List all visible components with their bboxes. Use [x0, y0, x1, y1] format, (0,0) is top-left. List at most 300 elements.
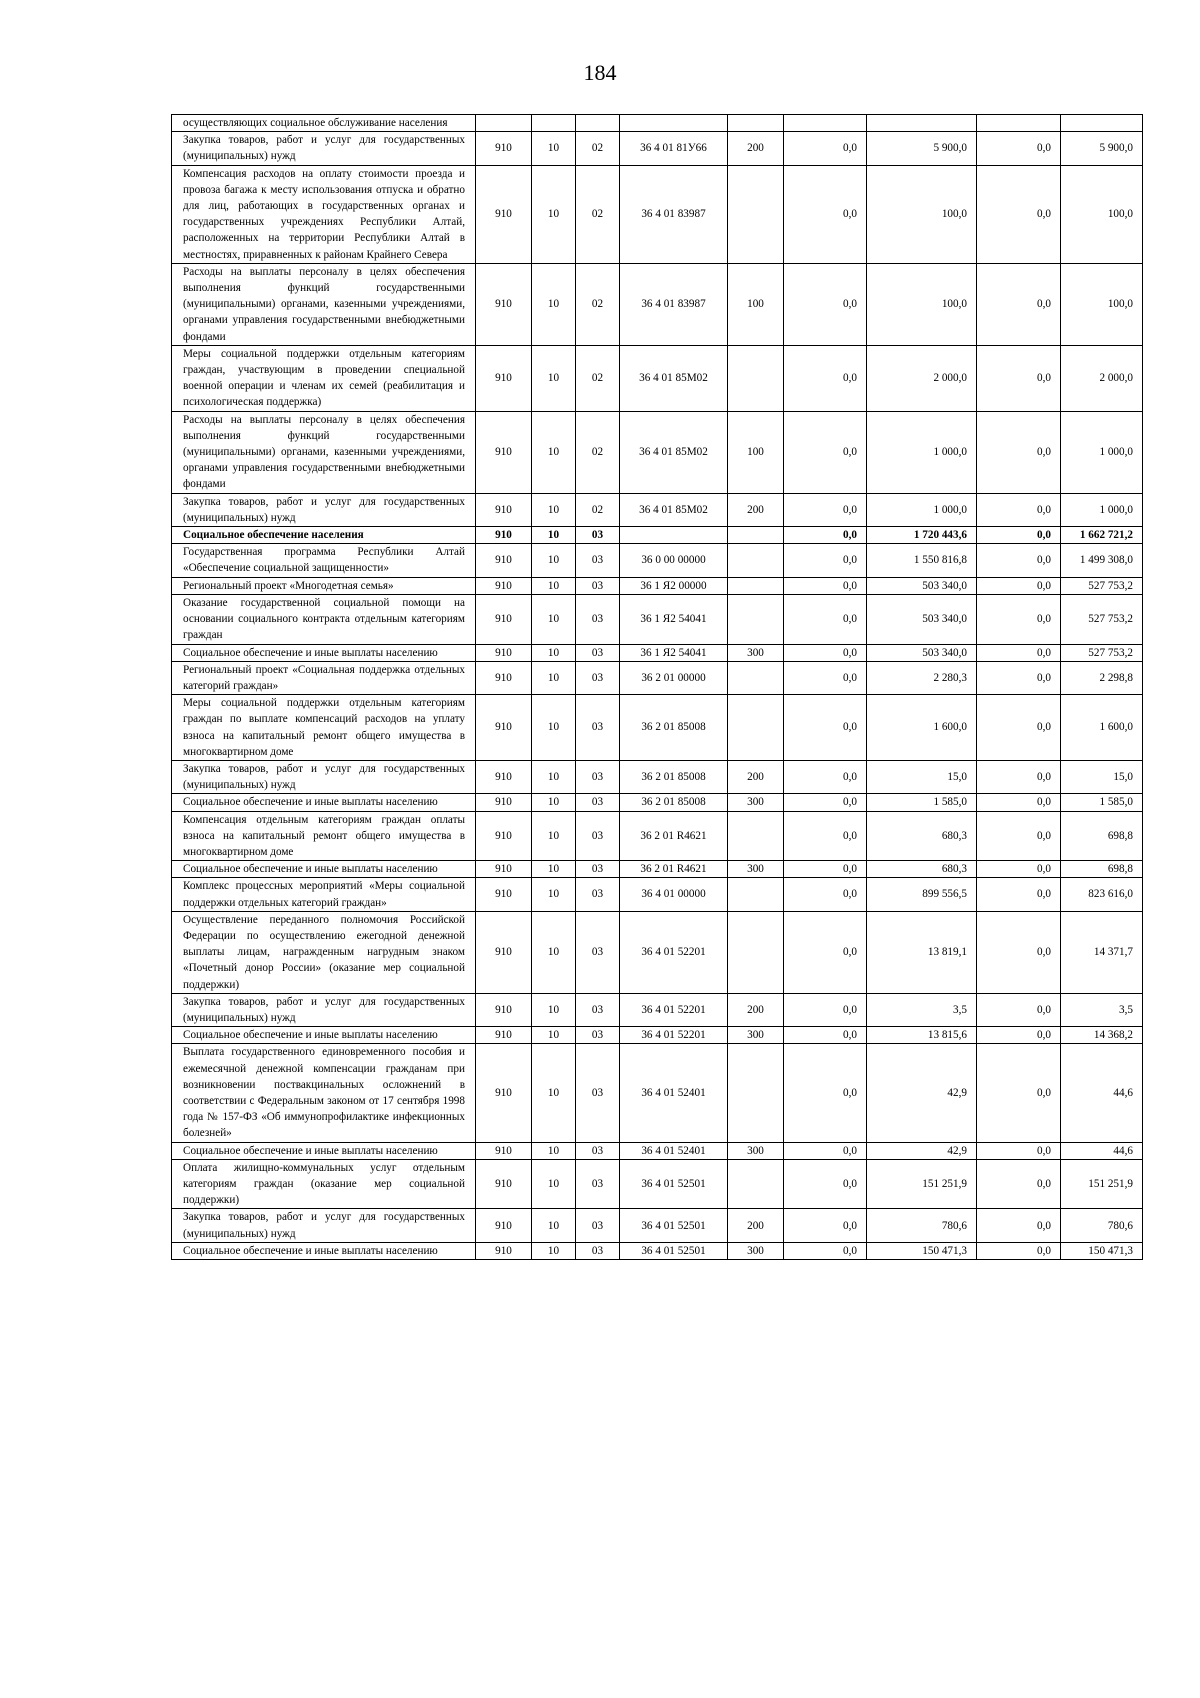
- expense-type-cell: 300: [728, 1027, 784, 1044]
- target-article-cell: 36 1 Я2 00000: [620, 577, 728, 594]
- amount-1-cell: 0,0: [784, 544, 867, 577]
- section-cell: 10: [532, 1142, 576, 1159]
- expense-type-cell: [728, 661, 784, 694]
- subsection-cell: 03: [576, 861, 620, 878]
- expense-type-cell: [728, 878, 784, 911]
- expense-type-cell: [728, 544, 784, 577]
- row-name-cell: Закупка товаров, работ и услуг для государственных (муниципальных) нужд: [172, 493, 476, 526]
- row-name-cell: Меры социальной поддержки отдельным категориям граждан, участвующим в проведении специальной военной операции и членам их семей (реабилитация и психологическая поддержка): [172, 345, 476, 411]
- amount-1-cell: 0,0: [784, 993, 867, 1026]
- expense-type-cell: 200: [728, 760, 784, 793]
- amount-4-cell: 44,6: [1061, 1142, 1143, 1159]
- amount-2-cell: 503 340,0: [867, 594, 977, 644]
- section-cell: 10: [532, 811, 576, 861]
- grbs-cell: 910: [476, 594, 532, 644]
- amount-1-cell: 0,0: [784, 345, 867, 411]
- table-row: [172, 132, 1143, 165]
- row-name-cell: Социальное обеспечение и иные выплаты населению: [172, 1242, 476, 1259]
- amount-1-cell: 0,0: [784, 594, 867, 644]
- row-name-cell: Оказание государственной социальной помощи на основании социального контракта отдельным категориям граждан: [172, 594, 476, 644]
- amount-2-cell: 13 815,6: [867, 1027, 977, 1044]
- amount-4-cell: 2 000,0: [1061, 345, 1143, 411]
- table-row: [172, 644, 1143, 661]
- amount-4-cell: 1 600,0: [1061, 695, 1143, 761]
- amount-2-cell: [867, 115, 977, 132]
- grbs-cell: 910: [476, 911, 532, 993]
- amount-3-cell: 0,0: [977, 878, 1061, 911]
- row-name-cell: Социальное обеспечение и иные выплаты населению: [172, 794, 476, 811]
- amount-1-cell: 0,0: [784, 1027, 867, 1044]
- target-article-cell: 36 2 01 00000: [620, 661, 728, 694]
- subsection-cell: 03: [576, 794, 620, 811]
- row-name-cell: Социальное обеспечение и иные выплаты населению: [172, 1142, 476, 1159]
- amount-1-cell: 0,0: [784, 644, 867, 661]
- amount-3-cell: 0,0: [977, 527, 1061, 544]
- grbs-cell: 910: [476, 644, 532, 661]
- table-row: [172, 527, 1143, 544]
- grbs-cell: 910: [476, 1044, 532, 1142]
- grbs-cell: 910: [476, 811, 532, 861]
- expense-type-cell: [728, 527, 784, 544]
- amount-3-cell: 0,0: [977, 165, 1061, 263]
- amount-4-cell: 3,5: [1061, 993, 1143, 1026]
- amount-4-cell: 150 471,3: [1061, 1242, 1143, 1259]
- subsection-cell: 03: [576, 993, 620, 1026]
- section-cell: 10: [532, 594, 576, 644]
- target-article-cell: 36 2 01 85008: [620, 794, 728, 811]
- subsection-cell: 02: [576, 345, 620, 411]
- expense-type-cell: [728, 577, 784, 594]
- amount-3-cell: 0,0: [977, 760, 1061, 793]
- table-row: [172, 345, 1143, 411]
- amount-2-cell: 503 340,0: [867, 577, 977, 594]
- expense-type-cell: 200: [728, 493, 784, 526]
- expense-type-cell: [728, 695, 784, 761]
- target-article-cell: 36 4 01 52401: [620, 1142, 728, 1159]
- grbs-cell: 910: [476, 411, 532, 493]
- subsection-cell: 02: [576, 165, 620, 263]
- table-row: [172, 263, 1143, 345]
- budget-table: [171, 114, 1143, 1260]
- row-name-cell: Социальное обеспечение и иные выплаты населению: [172, 644, 476, 661]
- target-article-cell: 36 4 01 85М02: [620, 345, 728, 411]
- target-article-cell: 36 4 01 52201: [620, 1027, 728, 1044]
- subsection-cell: 03: [576, 911, 620, 993]
- amount-4-cell: 1 585,0: [1061, 794, 1143, 811]
- section-cell: 10: [532, 1027, 576, 1044]
- row-name-cell: Расходы на выплаты персоналу в целях обеспечения выполнения функций государственными (муниципальными) органами, казенными учреждениями, органами управления государственными внебюджетными фондами: [172, 411, 476, 493]
- amount-2-cell: 680,3: [867, 861, 977, 878]
- amount-1-cell: 0,0: [784, 661, 867, 694]
- subsection-cell: 03: [576, 1044, 620, 1142]
- subsection-cell: 02: [576, 132, 620, 165]
- grbs-cell: 910: [476, 794, 532, 811]
- amount-3-cell: 0,0: [977, 1044, 1061, 1142]
- amount-4-cell: 2 298,8: [1061, 661, 1143, 694]
- table-row: [172, 1027, 1143, 1044]
- table-row: [172, 544, 1143, 577]
- amount-4-cell: 44,6: [1061, 1044, 1143, 1142]
- grbs-cell: 910: [476, 661, 532, 694]
- table-row: [172, 794, 1143, 811]
- section-cell: 10: [532, 1242, 576, 1259]
- grbs-cell: 910: [476, 1027, 532, 1044]
- table-row: [172, 760, 1143, 793]
- section-cell: 10: [532, 911, 576, 993]
- expense-type-cell: [728, 1044, 784, 1142]
- subsection-cell: 03: [576, 577, 620, 594]
- grbs-cell: 910: [476, 861, 532, 878]
- section-cell: 10: [532, 644, 576, 661]
- amount-2-cell: 15,0: [867, 760, 977, 793]
- target-article-cell: 36 1 Я2 54041: [620, 644, 728, 661]
- section-cell: 10: [532, 661, 576, 694]
- subsection-cell: 03: [576, 544, 620, 577]
- amount-3-cell: 0,0: [977, 1159, 1061, 1209]
- grbs-cell: 910: [476, 527, 532, 544]
- amount-1-cell: 0,0: [784, 1142, 867, 1159]
- amount-4-cell: 823 616,0: [1061, 878, 1143, 911]
- section-cell: 10: [532, 345, 576, 411]
- grbs-cell: 910: [476, 993, 532, 1026]
- amount-4-cell: 527 753,2: [1061, 594, 1143, 644]
- section-cell: 10: [532, 1044, 576, 1142]
- expense-type-cell: [728, 594, 784, 644]
- grbs-cell: 910: [476, 493, 532, 526]
- row-name-cell: Выплата государственного единовременного пособия и ежемесячной денежной компенсации гражданам при возникновении поствакцинальных осложнений в соответствии с Федеральным законом от 17 сентября 1998 года № 157-ФЗ «Об иммунопрофилактике инфекционных болезней»: [172, 1044, 476, 1142]
- grbs-cell: 910: [476, 132, 532, 165]
- amount-2-cell: 1 000,0: [867, 493, 977, 526]
- table-row: [172, 1044, 1143, 1142]
- target-article-cell: 36 2 01 85008: [620, 760, 728, 793]
- amount-4-cell: 100,0: [1061, 165, 1143, 263]
- subsection-cell: 03: [576, 811, 620, 861]
- expense-type-cell: [728, 115, 784, 132]
- subsection-cell: 02: [576, 263, 620, 345]
- amount-3-cell: 0,0: [977, 493, 1061, 526]
- subsection-cell: 02: [576, 411, 620, 493]
- amount-2-cell: 1 600,0: [867, 695, 977, 761]
- amount-4-cell: 1 662 721,2: [1061, 527, 1143, 544]
- amount-3-cell: 0,0: [977, 1209, 1061, 1242]
- amount-3-cell: 0,0: [977, 345, 1061, 411]
- target-article-cell: 36 2 01 R4621: [620, 811, 728, 861]
- amount-1-cell: 0,0: [784, 1242, 867, 1259]
- expense-type-cell: 300: [728, 1242, 784, 1259]
- amount-2-cell: 899 556,5: [867, 878, 977, 911]
- amount-1-cell: 0,0: [784, 263, 867, 345]
- grbs-cell: 910: [476, 577, 532, 594]
- amount-1-cell: 0,0: [784, 878, 867, 911]
- grbs-cell: 910: [476, 695, 532, 761]
- row-name-cell: Закупка товаров, работ и услуг для государственных (муниципальных) нужд: [172, 760, 476, 793]
- amount-4-cell: 527 753,2: [1061, 644, 1143, 661]
- section-cell: 10: [532, 794, 576, 811]
- row-name-cell: Комплекс процессных мероприятий «Меры социальной поддержки отдельных категорий граждан»: [172, 878, 476, 911]
- amount-1-cell: 0,0: [784, 1209, 867, 1242]
- section-cell: 10: [532, 861, 576, 878]
- section-cell: 10: [532, 695, 576, 761]
- row-name-cell: Региональный проект «Многодетная семья»: [172, 577, 476, 594]
- subsection-cell: 03: [576, 878, 620, 911]
- amount-3-cell: 0,0: [977, 861, 1061, 878]
- amount-3-cell: 0,0: [977, 695, 1061, 761]
- table-row: [172, 1242, 1143, 1259]
- target-article-cell: 36 4 01 00000: [620, 878, 728, 911]
- amount-1-cell: 0,0: [784, 811, 867, 861]
- amount-3-cell: 0,0: [977, 811, 1061, 861]
- target-article-cell: 36 4 01 52401: [620, 1044, 728, 1142]
- table-row: [172, 878, 1143, 911]
- table-row: [172, 861, 1143, 878]
- amount-3-cell: 0,0: [977, 577, 1061, 594]
- row-name-cell: осуществляющих социальное обслуживание населения: [172, 115, 476, 132]
- amount-1-cell: 0,0: [784, 794, 867, 811]
- amount-3-cell: 0,0: [977, 993, 1061, 1026]
- expense-type-cell: [728, 811, 784, 861]
- subsection-cell: 02: [576, 493, 620, 526]
- expense-type-cell: 200: [728, 993, 784, 1026]
- amount-3-cell: 0,0: [977, 1142, 1061, 1159]
- amount-1-cell: 0,0: [784, 527, 867, 544]
- amount-3-cell: 0,0: [977, 661, 1061, 694]
- expense-type-cell: 200: [728, 1209, 784, 1242]
- amount-4-cell: 151 251,9: [1061, 1159, 1143, 1209]
- row-name-cell: Социальное обеспечение и иные выплаты населению: [172, 1027, 476, 1044]
- target-article-cell: [620, 527, 728, 544]
- row-name-cell: Компенсация расходов на оплату стоимости проезда и провоза багажа к месту использования отпуска и обратно для лиц, работающих в государственных органах и государственных учреждениях Республики Алтай, расположенных на территории Республики Алтай в местностях, приравненных к районам Крайнего Севера: [172, 165, 476, 263]
- section-cell: 10: [532, 1209, 576, 1242]
- amount-4-cell: 1 000,0: [1061, 411, 1143, 493]
- subsection-cell: 03: [576, 1159, 620, 1209]
- section-cell: 10: [532, 527, 576, 544]
- table-body: [172, 115, 1143, 1260]
- target-article-cell: 36 0 00 00000: [620, 544, 728, 577]
- subsection-cell: 03: [576, 527, 620, 544]
- grbs-cell: 910: [476, 1142, 532, 1159]
- amount-2-cell: 2 000,0: [867, 345, 977, 411]
- amount-1-cell: 0,0: [784, 132, 867, 165]
- subsection-cell: 03: [576, 760, 620, 793]
- section-cell: 10: [532, 165, 576, 263]
- row-name-cell: Закупка товаров, работ и услуг для государственных (муниципальных) нужд: [172, 132, 476, 165]
- table-row: [172, 594, 1143, 644]
- table-row: [172, 1209, 1143, 1242]
- expense-type-cell: 300: [728, 1142, 784, 1159]
- target-article-cell: 36 4 01 85М02: [620, 411, 728, 493]
- amount-2-cell: 1 585,0: [867, 794, 977, 811]
- subsection-cell: 03: [576, 594, 620, 644]
- amount-2-cell: 150 471,3: [867, 1242, 977, 1259]
- subsection-cell: 03: [576, 644, 620, 661]
- expense-type-cell: 100: [728, 263, 784, 345]
- expense-type-cell: 200: [728, 132, 784, 165]
- row-name-cell: Оплата жилищно-коммунальных услуг отдельным категориям граждан (оказание мер социальной поддержки): [172, 1159, 476, 1209]
- grbs-cell: 910: [476, 760, 532, 793]
- target-article-cell: 36 4 01 52501: [620, 1159, 728, 1209]
- expense-type-cell: 100: [728, 411, 784, 493]
- expense-type-cell: 300: [728, 861, 784, 878]
- section-cell: 10: [532, 544, 576, 577]
- amount-1-cell: 0,0: [784, 911, 867, 993]
- section-cell: 10: [532, 878, 576, 911]
- table-row: [172, 993, 1143, 1026]
- amount-2-cell: 42,9: [867, 1044, 977, 1142]
- amount-4-cell: 15,0: [1061, 760, 1143, 793]
- amount-3-cell: [977, 115, 1061, 132]
- amount-2-cell: 3,5: [867, 993, 977, 1026]
- amount-3-cell: 0,0: [977, 794, 1061, 811]
- section-cell: 10: [532, 132, 576, 165]
- amount-1-cell: 0,0: [784, 760, 867, 793]
- amount-1-cell: 0,0: [784, 695, 867, 761]
- grbs-cell: 910: [476, 263, 532, 345]
- grbs-cell: 910: [476, 1242, 532, 1259]
- table-row: [172, 1142, 1143, 1159]
- section-cell: 10: [532, 493, 576, 526]
- amount-4-cell: 1 000,0: [1061, 493, 1143, 526]
- grbs-cell: [476, 115, 532, 132]
- amount-2-cell: 2 280,3: [867, 661, 977, 694]
- table-row: [172, 115, 1143, 132]
- table-row: [172, 411, 1143, 493]
- target-article-cell: 36 2 01 85008: [620, 695, 728, 761]
- section-cell: 10: [532, 577, 576, 594]
- amount-3-cell: 0,0: [977, 1242, 1061, 1259]
- expense-type-cell: [728, 165, 784, 263]
- amount-3-cell: 0,0: [977, 132, 1061, 165]
- subsection-cell: 03: [576, 661, 620, 694]
- expense-type-cell: 300: [728, 794, 784, 811]
- grbs-cell: 910: [476, 345, 532, 411]
- page-number: 184: [583, 60, 617, 85]
- amount-2-cell: 5 900,0: [867, 132, 977, 165]
- target-article-cell: 36 4 01 83987: [620, 263, 728, 345]
- amount-4-cell: 5 900,0: [1061, 132, 1143, 165]
- row-name-cell: Закупка товаров, работ и услуг для государственных (муниципальных) нужд: [172, 993, 476, 1026]
- amount-2-cell: 100,0: [867, 263, 977, 345]
- target-article-cell: 36 4 01 81У66: [620, 132, 728, 165]
- subsection-cell: [576, 115, 620, 132]
- amount-3-cell: 0,0: [977, 911, 1061, 993]
- row-name-cell: Социальное обеспечение населения: [172, 527, 476, 544]
- amount-4-cell: 14 371,7: [1061, 911, 1143, 993]
- amount-1-cell: [784, 115, 867, 132]
- subsection-cell: 03: [576, 1242, 620, 1259]
- grbs-cell: 910: [476, 544, 532, 577]
- subsection-cell: 03: [576, 695, 620, 761]
- target-article-cell: 36 4 01 52201: [620, 993, 728, 1026]
- row-name-cell: Региональный проект «Социальная поддержка отдельных категорий граждан»: [172, 661, 476, 694]
- expense-type-cell: [728, 911, 784, 993]
- amount-2-cell: 503 340,0: [867, 644, 977, 661]
- grbs-cell: 910: [476, 1159, 532, 1209]
- section-cell: 10: [532, 760, 576, 793]
- target-article-cell: 36 1 Я2 54041: [620, 594, 728, 644]
- target-article-cell: 36 4 01 85М02: [620, 493, 728, 526]
- row-name-cell: Компенсация отдельным категориям граждан оплаты взноса на капитальный ремонт общего имущества в многоквартирном доме: [172, 811, 476, 861]
- section-cell: 10: [532, 263, 576, 345]
- amount-1-cell: 0,0: [784, 861, 867, 878]
- amount-2-cell: 151 251,9: [867, 1159, 977, 1209]
- row-name-cell: Осуществление переданного полномочия Российской Федерации по осуществлению ежегодной денежной выплаты лицам, награжденным нагрудным знаком «Почетный донор России» (оказание мер социальной поддержки): [172, 911, 476, 993]
- amount-4-cell: 698,8: [1061, 861, 1143, 878]
- subsection-cell: 03: [576, 1027, 620, 1044]
- amount-1-cell: 0,0: [784, 493, 867, 526]
- expense-type-cell: 300: [728, 644, 784, 661]
- grbs-cell: 910: [476, 165, 532, 263]
- amount-3-cell: 0,0: [977, 544, 1061, 577]
- amount-3-cell: 0,0: [977, 594, 1061, 644]
- table-row: [172, 165, 1143, 263]
- amount-3-cell: 0,0: [977, 263, 1061, 345]
- subsection-cell: 03: [576, 1142, 620, 1159]
- amount-2-cell: 42,9: [867, 1142, 977, 1159]
- amount-4-cell: [1061, 115, 1143, 132]
- amount-3-cell: 0,0: [977, 644, 1061, 661]
- row-name-cell: Закупка товаров, работ и услуг для государственных (муниципальных) нужд: [172, 1209, 476, 1242]
- target-article-cell: 36 4 01 83987: [620, 165, 728, 263]
- amount-4-cell: 1 499 308,0: [1061, 544, 1143, 577]
- amount-2-cell: 1 550 816,8: [867, 544, 977, 577]
- amount-3-cell: 0,0: [977, 1027, 1061, 1044]
- amount-4-cell: 527 753,2: [1061, 577, 1143, 594]
- row-name-cell: Меры социальной поддержки отдельным категориям граждан по выплате компенсаций расходов на уплату взноса на капитальный ремонт общего имущества в многоквартирном доме: [172, 695, 476, 761]
- amount-2-cell: 780,6: [867, 1209, 977, 1242]
- amount-1-cell: 0,0: [784, 577, 867, 594]
- amount-3-cell: 0,0: [977, 411, 1061, 493]
- amount-1-cell: 0,0: [784, 1159, 867, 1209]
- target-article-cell: 36 4 01 52501: [620, 1209, 728, 1242]
- amount-2-cell: 680,3: [867, 811, 977, 861]
- section-cell: 10: [532, 993, 576, 1026]
- table-row: [172, 695, 1143, 761]
- subsection-cell: 03: [576, 1209, 620, 1242]
- expense-type-cell: [728, 345, 784, 411]
- expense-type-cell: [728, 1159, 784, 1209]
- section-cell: [532, 115, 576, 132]
- table-row: [172, 577, 1143, 594]
- table-row: [172, 493, 1143, 526]
- target-article-cell: 36 4 01 52501: [620, 1242, 728, 1259]
- row-name-cell: Государственная программа Республики Алтай «Обеспечение социальной защищенности»: [172, 544, 476, 577]
- section-cell: 10: [532, 411, 576, 493]
- grbs-cell: 910: [476, 878, 532, 911]
- amount-4-cell: 698,8: [1061, 811, 1143, 861]
- table-row: [172, 811, 1143, 861]
- table-row: [172, 1159, 1143, 1209]
- grbs-cell: 910: [476, 1209, 532, 1242]
- row-name-cell: Расходы на выплаты персоналу в целях обеспечения выполнения функций государственными (муниципальными) органами, казенными учреждениями, органами управления государственными внебюджетными фондами: [172, 263, 476, 345]
- section-cell: 10: [532, 1159, 576, 1209]
- amount-4-cell: 780,6: [1061, 1209, 1143, 1242]
- amount-1-cell: 0,0: [784, 411, 867, 493]
- amount-1-cell: 0,0: [784, 1044, 867, 1142]
- table-row: [172, 661, 1143, 694]
- row-name-cell: Социальное обеспечение и иные выплаты населению: [172, 861, 476, 878]
- amount-2-cell: 13 819,1: [867, 911, 977, 993]
- target-article-cell: [620, 115, 728, 132]
- target-article-cell: 36 4 01 52201: [620, 911, 728, 993]
- target-article-cell: 36 2 01 R4621: [620, 861, 728, 878]
- amount-2-cell: 1 000,0: [867, 411, 977, 493]
- table-row: [172, 911, 1143, 993]
- amount-2-cell: 1 720 443,6: [867, 527, 977, 544]
- amount-2-cell: 100,0: [867, 165, 977, 263]
- amount-4-cell: 100,0: [1061, 263, 1143, 345]
- amount-4-cell: 14 368,2: [1061, 1027, 1143, 1044]
- amount-1-cell: 0,0: [784, 165, 867, 263]
